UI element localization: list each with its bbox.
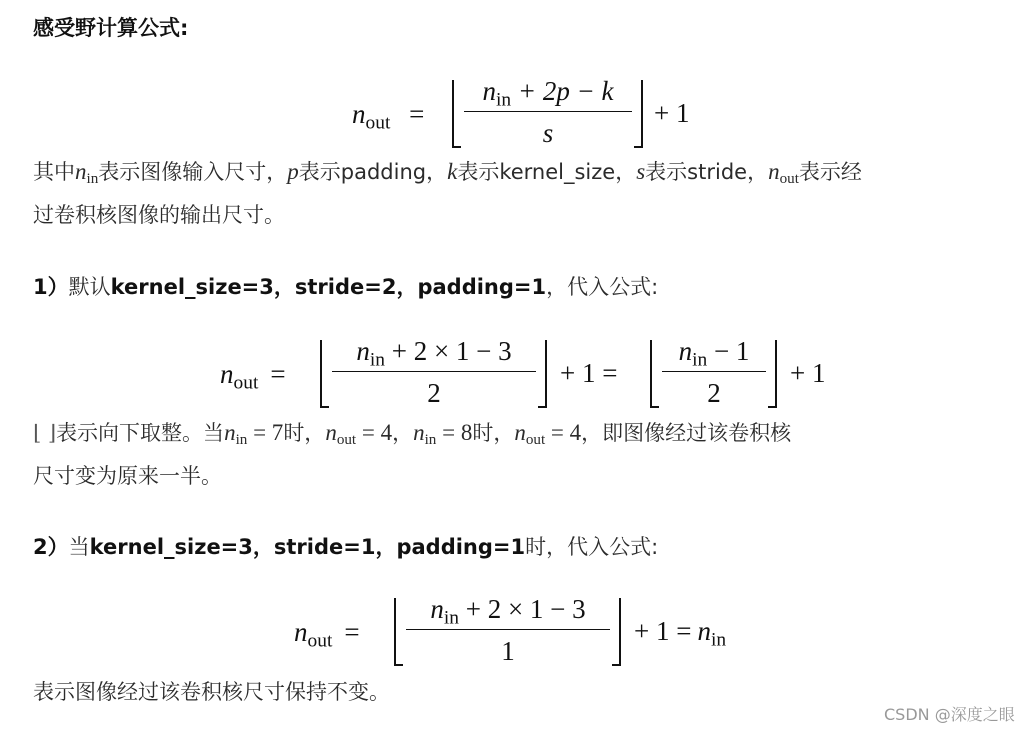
case1-fraction-2: $n_{in} - 1$ 2	[662, 336, 766, 409]
case2-floor-left	[394, 598, 403, 666]
floor-left	[452, 80, 461, 148]
case2-formula-lhs: $n_{out}$ =	[294, 617, 360, 652]
formula-main-lhs: $n_{out}$ =	[352, 99, 425, 134]
case1-floor-right	[538, 340, 547, 408]
case1-formula-tail: + 1	[790, 358, 826, 388]
case1-floor2-right	[768, 340, 777, 408]
watermark: CSDN @深度之眼	[884, 705, 1015, 724]
section-heading: 感受野计算公式:	[33, 16, 189, 40]
floor-right	[634, 80, 643, 148]
formula-main-tail: + 1	[654, 98, 690, 128]
explanation-line-2: 过卷积核图像的输出尺寸。	[33, 203, 285, 227]
case1-fraction-1: $n_{in} + 2 \times 1 - 3$ 2	[332, 336, 536, 409]
case1-floor2-left	[650, 340, 659, 408]
case2-floor-right	[612, 598, 621, 666]
case2-heading: 2）当kernel_size=3，stride=1，padding=1时，代入公式:	[33, 535, 659, 559]
case1-heading: 1）默认kernel_size=3，stride=2，padding=1，代入公式:	[33, 275, 659, 299]
case1-floor-left	[320, 340, 329, 408]
formula-main-fraction: $n_{in} + 2p - k$ s	[464, 76, 632, 149]
case2-explain-line: 表示图像经过该卷积核尺寸保持不变。	[33, 680, 390, 704]
case1-explain-line-1: ⌊ ⌋表示向下取整。当$n_{in} = 7$时，$n_{out} = 4$，$n_{in} = 8$时，$n_{out} = 4$，即图像经过该卷积核	[33, 420, 792, 449]
case1-explain-line-2: 尺寸变为原来一半。	[33, 464, 222, 488]
case1-formula-mid: + 1 =	[560, 358, 618, 388]
explanation-line-1: 其中$n_{in}$表示图像输入尺寸，p表示padding，k表示kernel_size，s表示stride，$n_{out}$表示经	[33, 159, 862, 188]
case1-formula-lhs: $n_{out}$ =	[220, 359, 286, 394]
case2-fraction: $n_{in} + 2 \times 1 - 3$ 1	[406, 594, 610, 667]
case2-formula-tail: + $1 = n_{in}$	[634, 616, 727, 651]
